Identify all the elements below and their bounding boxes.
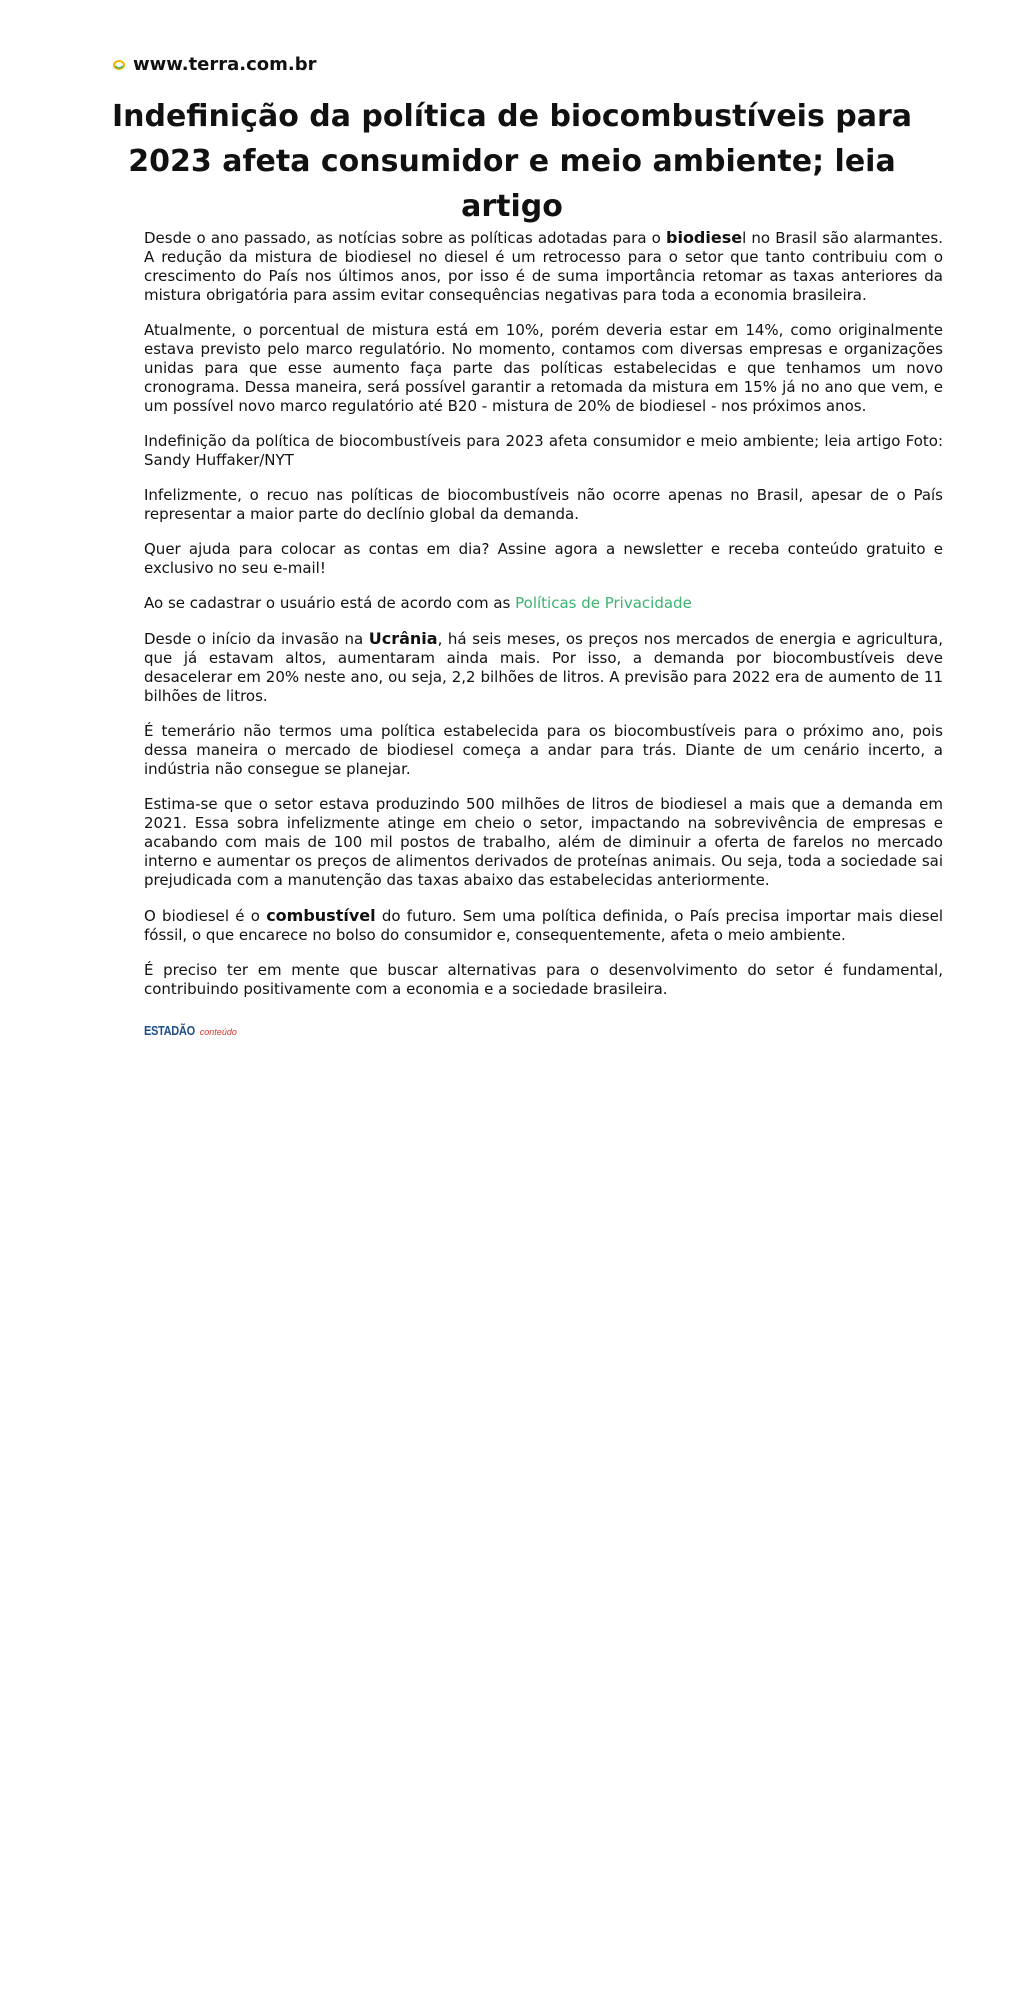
bold-term[interactable]: Ucrânia [368, 629, 438, 648]
article-paragraph: Estima-se que o setor estava produzindo 500 milhões de litros de biodiesel a mais que a demanda em 2021. Essa sobra infelizmente atinge em cheio o setor, impactando na sobrevivência de empresas e acabando com mais de 100 mil postos de trabalho, além de diminuir a oferta de farelos no mercado interno e aumentar os preços de alimentos derivados de proteínas animais. Ou seja, toda a sociedade sai prejudicada com a manutenção das taxas abaixo das estabelecidas anteriormente. [144, 795, 943, 889]
terra-logo-icon [113, 57, 125, 67]
article-paragraph: Desde o início da invasão na Ucrânia, há seis meses, os preços nos mercados de energia e agricultura, que já estavam altos, aumentaram ainda mais. Por isso, a demanda por biocombustíveis deve desacelerar em 20% neste ano, ou seja, 2,2 bilhões de litros. A previsão para 2022 era de aumento de 11 bilhões de litros. [144, 629, 943, 705]
photo-caption: Indefinição da política de biocombustíveis para 2023 afeta consumidor e meio ambiente; leia artigo Foto: Sandy Huffaker/NYT [144, 432, 943, 469]
bold-term[interactable]: combustível [266, 906, 376, 925]
bold-term: biodiese [666, 228, 743, 247]
article-body [144, 228, 943, 1042]
site-url[interactable]: www.terra.com.br [133, 54, 317, 75]
source-logo-main: ESTADÃO [144, 1023, 195, 1038]
article-paragraph: Infelizmente, o recuo nas políticas de biocombustíveis não ocorre apenas no Brasil, apesar de o País representar a maior parte do declínio global da demanda. [144, 486, 943, 523]
privacy-policy-link[interactable]: Políticas de Privacidade [515, 594, 692, 612]
source-logo-sub: conteúdo [199, 1027, 237, 1037]
article-paragraph: É temerário não termos uma política estabelecida para os biocombustíveis para o próximo ano, pois dessa maneira o mercado de biodiesel começa a andar para trás. Diante de um cenário incerto, a indústria não consegue se planejar. [144, 722, 943, 778]
article-paragraph: O biodiesel é o combustível do futuro. Sem uma política definida, o País precisa importar mais diesel fóssil, o que encarece no bolso do consumidor e, consequentemente, afeta o meio ambiente. [144, 906, 943, 944]
site-header [113, 54, 317, 75]
newsletter-prompt: Quer ajuda para colocar as contas em dia? Assine agora a newsletter e receba conteúdo gratuito e exclusivo no seu e-mail! [144, 540, 943, 577]
article-paragraph: É preciso ter em mente que buscar alternativas para o desenvolvimento do setor é fundamental, contribuindo positivamente com a economia e a sociedade brasileira. [144, 961, 943, 998]
privacy-notice: Ao se cadastrar o usuário está de acordo com as Políticas de Privacidade [144, 594, 692, 612]
article-paragraph: Atualmente, o porcentual de mistura está em 10%, porém deveria estar em 14%, como originalmente estava previsto pelo marco regulatório. No momento, contamos com diversas empresas e organizações unidas para que esse aumento faça parte das políticas estabelecidas e que tenhamos um novo cronograma. Dessa maneira, será possível garantir a retomada da mistura em 15% já no ano que vem, e um possível novo marco regulatório até B20 - mistura de 20% de biodiesel - nos próximos anos. [144, 321, 943, 415]
estadao-conteudo-logo [144, 1021, 943, 1042]
article-paragraph: Desde o ano passado, as notícias sobre as políticas adotadas para o biodiesel no Brasil são alarmantes. A redução da mistura de biodiesel no diesel é um retrocesso para o setor que tanto contribuiu com o crescimento do País nos últimos anos, por isso é de suma importância retomar as taxas anteriores da mistura obrigatória para assim evitar consequências negativas para toda a economia brasileira. [144, 228, 943, 304]
article-title: Indefinição da política de biocombustíveis para 2023 afeta consumidor e meio ambiente; leia artigo [111, 99, 913, 224]
